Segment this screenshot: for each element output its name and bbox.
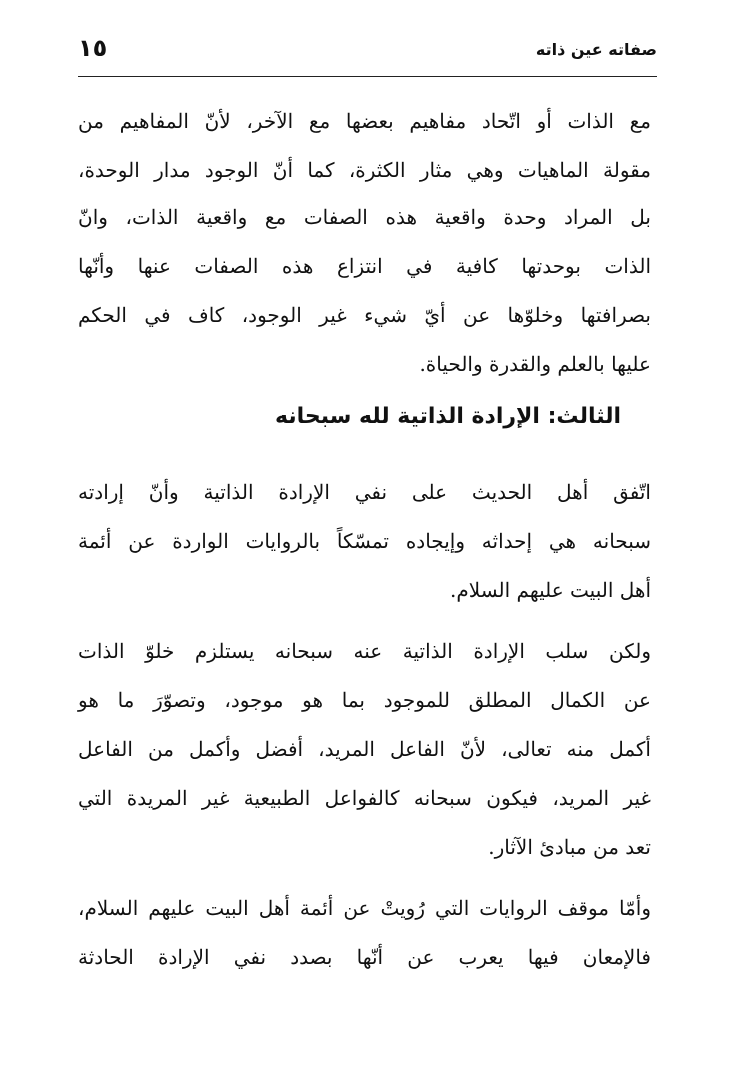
text-line: وأمّا موقف الروايات التي رُويتْ عن أئمة أهل البيت عليهم السلام، bbox=[78, 896, 651, 920]
text-line: بصرافتها وخلوّها عن أيّ شيء غير الوجود، كاف في الحكم bbox=[78, 303, 651, 327]
text-line: فالإمعان فيها يعرب عن أنّها بصدد نفي الإرادة الحادثة bbox=[78, 945, 651, 969]
text-line: عليها بالعلم والقدرة والحياة. bbox=[419, 352, 651, 376]
page-number: ١٥ bbox=[78, 34, 108, 62]
text-line: اتّفق أهل الحديث على نفي الإرادة الذاتية وأنّ إرادته bbox=[78, 480, 651, 504]
text-line: سبحانه هي إحداثه وإيجاده تمسّكاً بالروايات الواردة عن أئمة bbox=[78, 529, 651, 553]
page-header bbox=[70, 30, 657, 70]
section-heading: الثالث: الإرادة الذاتية لله سبحانه bbox=[275, 404, 621, 429]
header-divider bbox=[78, 76, 657, 77]
text-line: أكمل منه تعالى، لأنّ الفاعل المريد، أفضل وأكمل من الفاعل bbox=[78, 737, 651, 761]
text-line: بل المراد وحدة واقعية هذه الصفات مع واقعية الذات، وانّ bbox=[78, 205, 651, 229]
text-line: غير المريد، فيكون سبحانه كالفواعل الطبيعية غير المريدة التي bbox=[78, 786, 651, 810]
text-line: مع الذات أو اتّحاد مفاهيم بعضها مع الآخر، لأنّ المفاهيم من bbox=[78, 109, 651, 133]
running-title: صفاته عين ذاته bbox=[535, 40, 657, 59]
text-line: مقولة الماهيات وهي مثار الكثرة، كما أنّ الوجود مدار الوحدة، bbox=[78, 158, 651, 182]
text-line: ولكن سلب الإرادة الذاتية عنه سبحانه يستلزم خلوّ الذات bbox=[78, 639, 651, 663]
text-line: الذات بوحدتها كافية في انتزاع هذه الصفات عنها وأنّها bbox=[78, 254, 651, 278]
text-line: تعد من مبادئ الآثار. bbox=[488, 835, 651, 859]
text-line: أهل البيت عليهم السلام. bbox=[450, 578, 651, 602]
text-line: عن الكمال المطلق للموجود بما هو موجود، وتصوّرَ ما هو bbox=[78, 688, 651, 712]
